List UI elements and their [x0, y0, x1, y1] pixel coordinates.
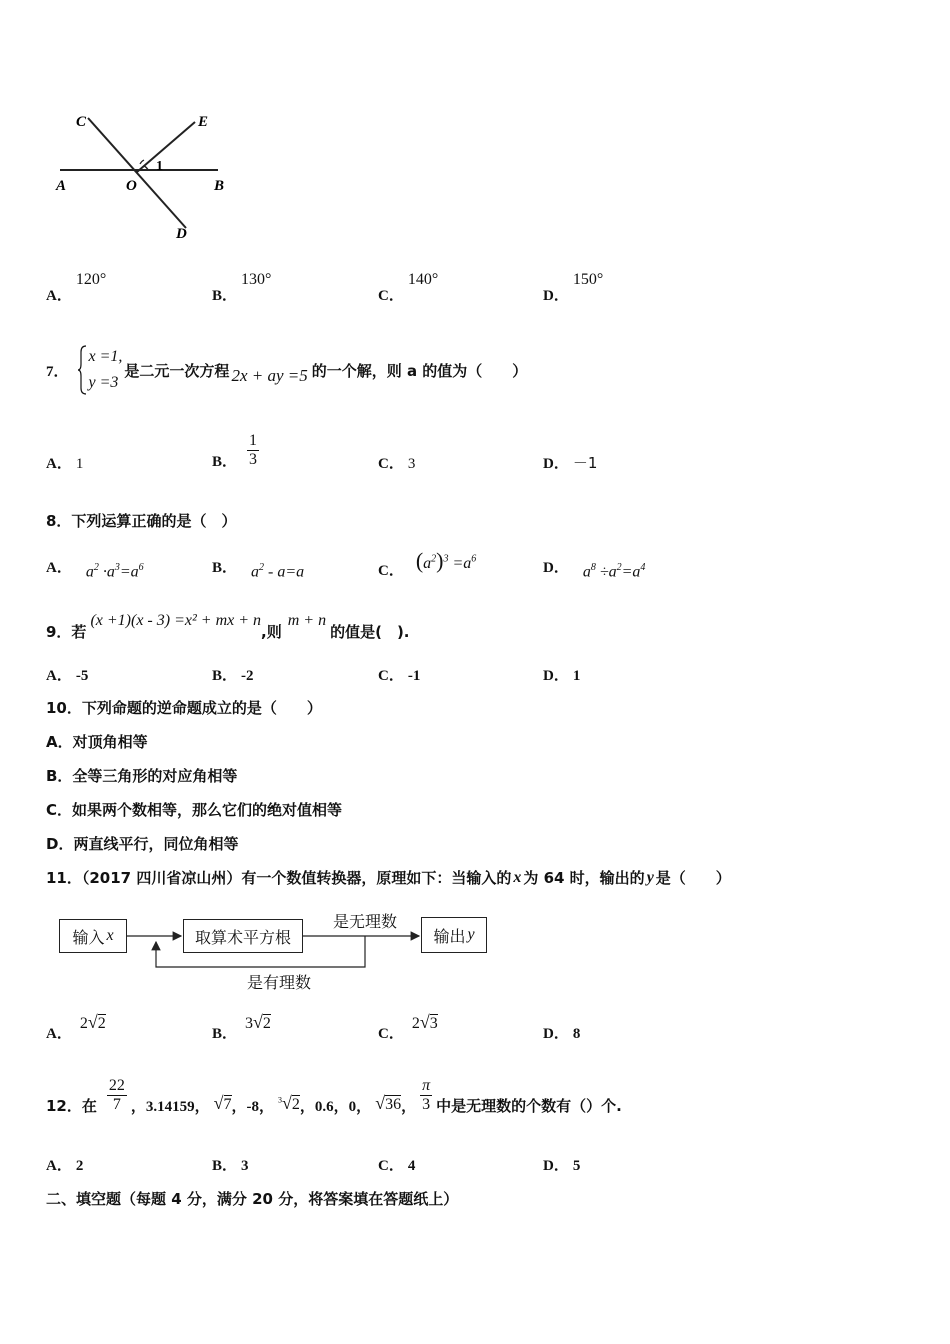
q7-option-c[interactable]: C． 3: [378, 456, 416, 472]
q7-option-b[interactable]: B． $\frac{1}{3}$: [212, 431, 258, 470]
q9-option-a[interactable]: A． -5: [46, 668, 89, 684]
q7-option-d[interactable]: D． －1: [543, 454, 598, 472]
q11-option-b[interactable]: B． 3√2: [212, 1012, 271, 1042]
question-9: 9．若 (x +1)(x - 3) =x² + mx + n ,则 m + n 的值是( ).: [46, 612, 410, 641]
q11-option-a[interactable]: A． 2√2: [46, 1012, 106, 1042]
label-o: O: [126, 178, 137, 194]
question-12: 12．在 $\frac{22}{7}$ ，3.14159， √7 ，-8， $^3$√2 ，0.6，0， √36 ， $\frac{\pi}{3}$ 中是无理数的个数有（）个.: [46, 1076, 622, 1115]
q7-option-a[interactable]: A． 1: [46, 456, 84, 472]
q8-expr-d: $a^8 \div a^2=a^4$: [582, 561, 646, 580]
q8-option-c[interactable]: C． $(a^2)^3 =a^6$: [378, 548, 477, 579]
flow-label-rational: 是有理数: [247, 973, 312, 992]
label-c: C: [76, 114, 87, 130]
flow-label-irrational: 是无理数: [333, 912, 398, 931]
q12-option-a[interactable]: A． 2: [46, 1158, 84, 1174]
q11-option-c[interactable]: C． 2√3: [378, 1012, 438, 1042]
question-7: 7． x =1, y =3 是二元一次方程 2x + ay =5 的一个解，则 a 的值为（ ）: [46, 342, 527, 398]
q9-option-b[interactable]: B． -2: [212, 668, 254, 684]
q6-option-b[interactable]: B． 130°: [212, 271, 272, 304]
q12-option-c[interactable]: C． 4: [378, 1158, 416, 1174]
q6-option-c[interactable]: C． 140°: [378, 271, 439, 304]
q12-option-b[interactable]: B． 3: [212, 1158, 249, 1174]
ray-oe: [137, 122, 195, 172]
equation-system: x =1, y =3: [77, 344, 123, 396]
q8-option-a[interactable]: A． $a^2 \cdot a^3=a^6$: [46, 560, 144, 580]
flow-input-box: 输入 x: [59, 919, 127, 953]
q9-option-d[interactable]: D． 1: [543, 668, 581, 684]
q6-option-d[interactable]: D． 150°: [543, 271, 604, 304]
label-a: A: [56, 178, 67, 194]
angle-figure: [40, 100, 250, 250]
question-8: 8．下列运算正确的是（ ）: [46, 512, 237, 530]
label-e: E: [198, 114, 209, 130]
flow-output-box: 输出 y: [421, 917, 487, 953]
q10-option-d[interactable]: D．两直线平行，同位角相等: [46, 835, 239, 853]
label-d: D: [176, 226, 187, 242]
question-10: 10．下列命题的逆命题成立的是（ ）: [46, 699, 322, 717]
q8-expr-b: $a^2 - a=a$: [251, 561, 305, 580]
q8-expr-a: $a^2 \cdot a^3=a^6$: [85, 561, 144, 580]
q8-option-d[interactable]: D． $a^8 \div a^2=a^4$: [543, 560, 646, 580]
q10-option-c[interactable]: C．如果两个数相等，那么它们的绝对值相等: [46, 801, 343, 819]
q10-option-b[interactable]: B．全等三角形的对应角相等: [46, 767, 238, 785]
brace-icon: [77, 344, 87, 396]
q12-option-d[interactable]: D． 5: [543, 1158, 581, 1174]
question-11: 11．（2017 四川省凉山州）有一个数值转换器，原理如下：当输入的 x 为 64 时，输出的 y 是（ ）: [46, 868, 731, 887]
flow-process-box: 取算术平方根: [183, 919, 303, 953]
q8-option-b[interactable]: B． $a^2 - a=a$: [212, 560, 305, 580]
q11-option-d[interactable]: D． 8: [543, 1026, 581, 1042]
label-b: B: [214, 178, 225, 194]
q9-option-c[interactable]: C． -1: [378, 668, 421, 684]
q8-expr-c: $(a^2)^3 =a^6$: [415, 548, 477, 573]
line-cd: [88, 118, 186, 228]
label-angle-1: 1: [156, 159, 163, 174]
q6-option-a[interactable]: A． 120°: [46, 271, 107, 304]
section-2-title: 二、填空题（每题 4 分，满分 20 分，将答案填在答题纸上）: [46, 1190, 459, 1208]
q10-option-a[interactable]: A．对顶角相等: [46, 733, 148, 751]
